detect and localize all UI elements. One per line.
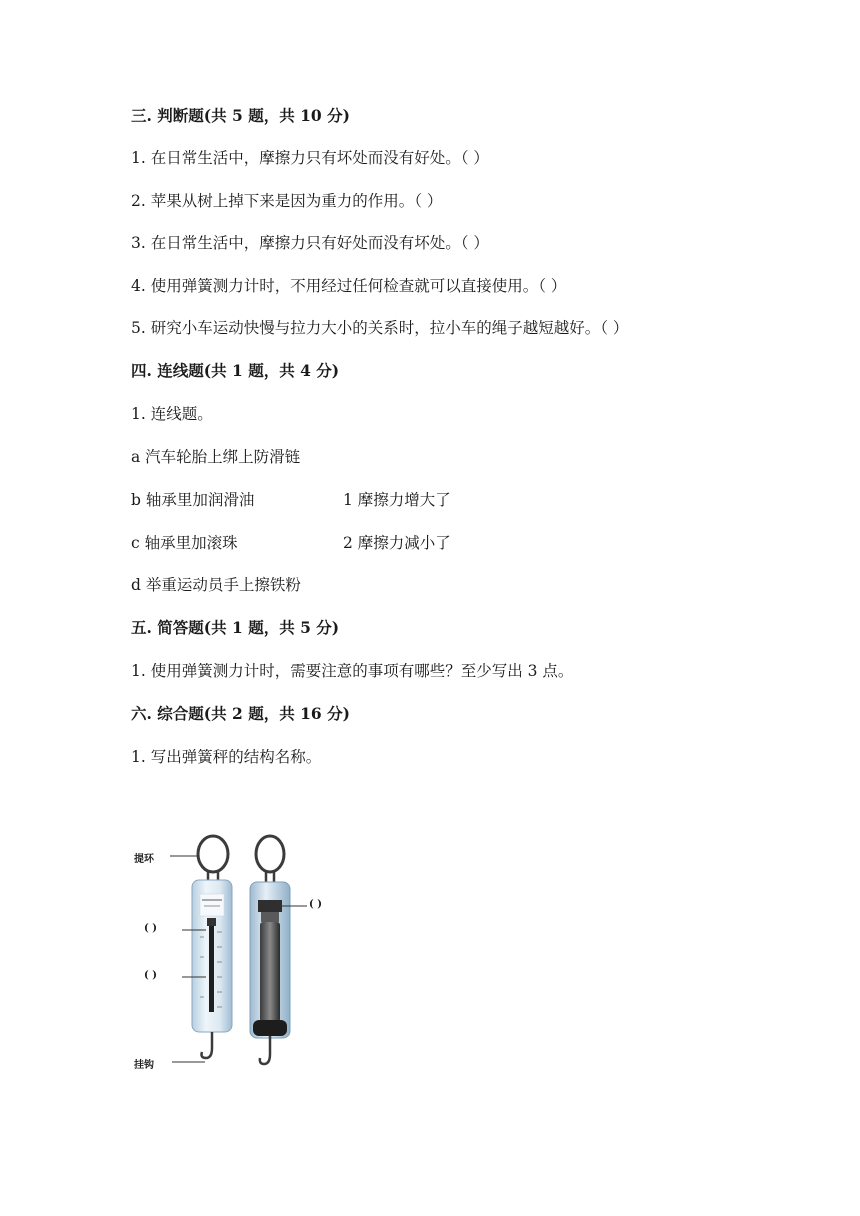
judge-item-2: 2. 苹果从树上掉下来是因为重力的作用。（ ） (131, 192, 443, 210)
section-5-title: 五. 简答题(共 1 题，共 5 分) (131, 618, 340, 637)
spring-scale-illustration (120, 822, 370, 1082)
section-6-title: 六. 综合题(共 2 题，共 16 分) (131, 704, 350, 723)
blank-left-2: ( ) (144, 970, 157, 981)
matching-right-1: 1 摩擦力增大了 (343, 491, 451, 509)
matching-right-2: 2 摩擦力减小了 (343, 534, 451, 552)
section-4-title: 四. 连线题(共 1 题，共 4 分) (131, 361, 340, 380)
judge-item-1: 1. 在日常生活中，摩擦力只有坏处而没有好处。（ ） (131, 149, 489, 167)
matching-question: 1. 连线题。 (131, 405, 213, 423)
judge-item-3: 3. 在日常生活中，摩擦力只有好处而没有坏处。（ ） (131, 234, 489, 252)
short-answer-question: 1. 使用弹簧测力计时，需要注意的事项有哪些？至少写出 3 点。 (131, 662, 574, 680)
left-ring (198, 836, 228, 882)
matching-left-a: a 汽车轮胎上绑上防滑链 (131, 448, 301, 466)
judge-item-4: 4. 使用弹簧测力计时，不用经过任何检查就可以直接使用。（ ） (131, 277, 567, 295)
comprehensive-question: 1. 写出弹簧秤的结构名称。 (131, 748, 322, 766)
section-3-title: 三. 判断题(共 5 题，共 10 分) (131, 106, 350, 125)
blank-left-1: ( ) (144, 923, 157, 934)
spring-scale-figure (120, 822, 370, 1082)
matching-left-c: c 轴承里加滚珠 (131, 534, 238, 552)
matching-left-b: b 轴承里加润滑油 (131, 491, 255, 509)
right-ring (256, 836, 284, 884)
blank-right-1: ( ) (309, 899, 322, 910)
matching-left-d: d 举重运动员手上擦铁粉 (131, 576, 301, 594)
label-ring: 提环 (134, 854, 154, 865)
label-hook: 挂钩 (134, 1060, 154, 1071)
judge-item-5: 5. 研究小车运动快慢与拉力大小的关系时，拉小车的绳子越短越好。（ ） (131, 319, 629, 337)
